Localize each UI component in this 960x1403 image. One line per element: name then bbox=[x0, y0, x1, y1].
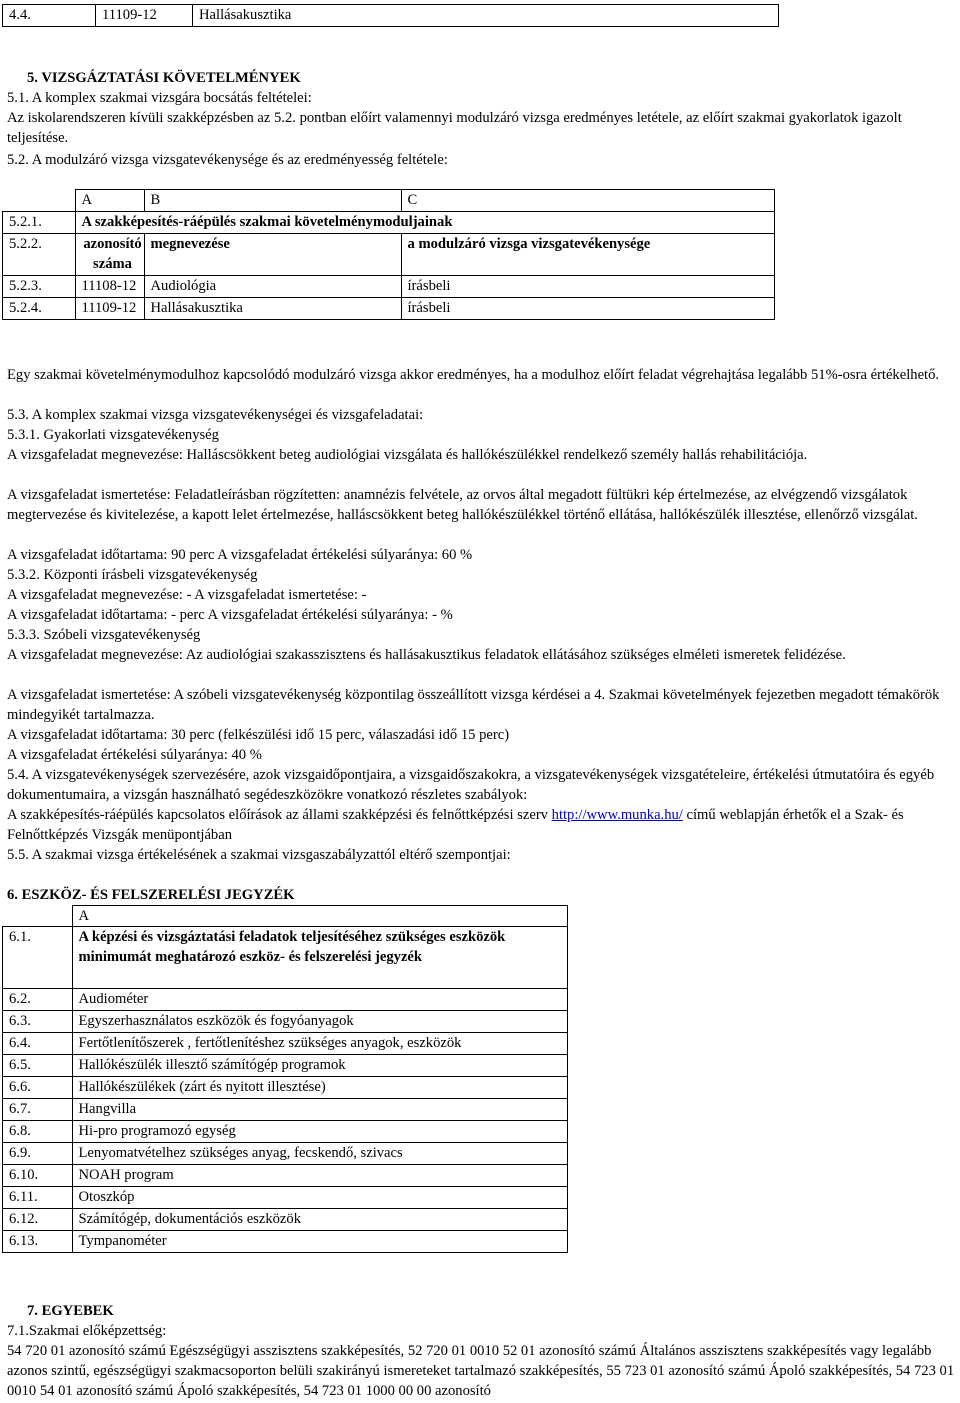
exam-row-num: 5.2.2. bbox=[3, 234, 76, 276]
section-6-title: 6. ESZKÖZ- ÉS FELSZERELÉSI JEGYZÉK bbox=[7, 887, 295, 903]
equipment-col-header: A bbox=[72, 906, 568, 927]
exam-module-code: 11109-12 bbox=[75, 298, 144, 320]
practical-task-name: A vizsgafeladat megnevezése: Halláscsökkent beteg audiológiai vizsgálata és hallókészülékkel rendelkező személy hallás rehabilitációja. bbox=[7, 447, 808, 463]
table-row bbox=[3, 1165, 568, 1187]
section-7-title: 7. EGYEBEK bbox=[27, 1303, 114, 1319]
equipment-num: 6.13. bbox=[3, 1231, 73, 1253]
equipment-num: 6.5. bbox=[3, 1055, 73, 1077]
table-row bbox=[3, 1143, 568, 1165]
munka-website-link[interactable]: http://www.munka.hu/ bbox=[551, 807, 683, 823]
oral-task-weight: A vizsgafeladat értékelési súlyaránya: 40 % bbox=[7, 747, 262, 763]
table-row bbox=[3, 1187, 568, 1209]
exam-module-activity: írásbeli bbox=[401, 298, 775, 320]
top-row-table bbox=[2, 4, 779, 27]
section-5-3-1-heading: 5.3.1. Gyakorlati vizsgatevékenység bbox=[7, 427, 219, 443]
exam-table bbox=[2, 189, 775, 320]
equipment-name: Hangvilla bbox=[72, 1099, 568, 1121]
section-5-3-2-heading: 5.3.2. Központi írásbeli vizsgatevékenység bbox=[7, 567, 258, 583]
written-task-name: A vizsgafeladat megnevezése: - A vizsgafeladat ismertetése: - bbox=[7, 587, 367, 603]
exam-table-header-b: B bbox=[144, 190, 401, 212]
equipment-num: 6.7. bbox=[3, 1099, 73, 1121]
equipment-name: Egyszerhasználatos eszközök és fogyóanyagok bbox=[72, 1011, 568, 1033]
equipment-num: 6.11. bbox=[3, 1187, 73, 1209]
equipment-num: 6.4. bbox=[3, 1033, 73, 1055]
equipment-name: Hallókészülékek (zárt és nyitott illesztése) bbox=[72, 1077, 568, 1099]
equipment-name: NOAH program bbox=[72, 1165, 568, 1187]
section-5-1-text: Az iskolarendszeren kívüli szakképzésben az 5.2. pontban előírt valamennyi modulzáró vizsga eredményes letétele, az előírt szakmai gyakorlatok igazolt teljesítése. bbox=[7, 110, 902, 146]
equipment-name: Hi-pro programozó egység bbox=[72, 1121, 568, 1143]
equipment-name: Otoszkóp bbox=[72, 1187, 568, 1209]
table-row bbox=[3, 298, 775, 320]
exam-col-c-label: a modulzáró vizsga vizsgatevékenysége bbox=[401, 234, 775, 276]
equipment-num: 6.6. bbox=[3, 1077, 73, 1099]
exam-col-a-label: azonosító száma bbox=[75, 234, 144, 276]
exam-table-header-c: C bbox=[401, 190, 775, 212]
exam-col-b-label: megnevezése bbox=[144, 234, 401, 276]
section-7-1-text: 54 720 01 azonosító számú Egészségügyi asszisztens szakképesítés, 52 720 01 0010 52 01 azonosító számú Általános asszisztens szakképesítés vagy legalább azonos szintű, egészségügyi szakmacsoporton belüli szakirányú ismereteket tartalmazó szakképesítés, 55 723 01 azonosító számú Ápoló szakképesítés, 54 723 01 0010 54 01 azonosító számú Ápoló szakképesítés, 54 723 01 1000 00 00 azonosító bbox=[7, 1343, 955, 1399]
section-5-3-heading: 5.3. A komplex szakmai vizsga vizsgatevékenységei és vizsgafeladatai: bbox=[7, 407, 424, 423]
section-5-4-text-b: című weblapján érhetők el a Szak- és Felnőttképzés Vizsgák menüpontjában bbox=[7, 807, 904, 843]
exam-module-name: Hallásakusztika bbox=[144, 298, 401, 320]
table-row bbox=[3, 989, 568, 1011]
equipment-table bbox=[2, 905, 568, 1253]
exam-module-name: Audiológia bbox=[144, 276, 401, 298]
section-5-title: 5. VIZSGÁZTATÁSI KÖVETELMÉNYEK bbox=[27, 70, 301, 86]
equipment-head-text: A képzési és vizsgáztatási feladatok teljesítéséhez szükséges eszközök minimumát meghatározó eszköz- és felszerelési jegyzék bbox=[72, 927, 568, 989]
equipment-name: Lenyomatvételhez szükséges anyag, fecskendő, szivacs bbox=[72, 1143, 568, 1165]
table-row bbox=[3, 1033, 568, 1055]
section-5-4-text-a: A szakképesítés-ráépülés kapcsolatos előírások az állami szakképzési és felnőttképzési szerv bbox=[7, 807, 548, 823]
oral-task-description: A vizsgafeladat ismertetése: A szóbeli vizsgatevékenység központilag összeállított vizsga kérdései a 4. Szakmai követelmények fejezetben megadott témakörök mindegyikét tartalmazza. bbox=[7, 687, 940, 723]
table-row bbox=[3, 1121, 568, 1143]
equipment-name: Hallókészülék illesztő számítógép programok bbox=[72, 1055, 568, 1077]
practical-task-description: A vizsgafeladat ismertetése: Feladatleírásban rögzítetten: anamnézis felvétele, az orvos által megadott fültükri kép értelmezése, az elvégzendő vizsgálatok megtervezése és kivitelezése, a kapott lelet értelmezése, halláscsökkent beteg hallókészülékkel történő ellátása, hallókészülék illesztése, ellenőrző vizsgálat. bbox=[7, 487, 918, 523]
table-row bbox=[3, 1209, 568, 1231]
exam-row-num: 5.2.4. bbox=[3, 298, 76, 320]
equipment-name: Tympanométer bbox=[72, 1231, 568, 1253]
exam-module-activity: írásbeli bbox=[401, 276, 775, 298]
practical-task-time: A vizsgafeladat időtartama: 90 perc A vizsgafeladat értékelési súlyaránya: 60 % bbox=[7, 547, 473, 563]
section-5-3-3-heading: 5.3.3. Szóbeli vizsgatevékenység bbox=[7, 627, 201, 643]
table-row bbox=[3, 1231, 568, 1253]
equipment-num: 6.9. bbox=[3, 1143, 73, 1165]
equipment-num: 6.2. bbox=[3, 989, 73, 1011]
exam-table-header-a: A bbox=[75, 190, 144, 212]
section-5-4-heading: 5.4. A vizsgatevékenységek szervezésére, azok vizsgaidőpontjaira, a vizsgaidőszakokra, a vizsgatevékenységek vizsgatételeire, értékelési útmutatóira és egyéb dokumentumaira, a vizsgán használható segédeszközökre vonatkozó részletes szabályok: bbox=[7, 767, 935, 803]
table-row bbox=[3, 1099, 568, 1121]
top-row-num: 4.4. bbox=[3, 5, 96, 27]
equipment-name: Audiométer bbox=[72, 989, 568, 1011]
table-row bbox=[3, 276, 775, 298]
section-7-1-heading: 7.1.Szakmai előképzettség: bbox=[7, 1323, 167, 1339]
oral-task-name: A vizsgafeladat megnevezése: Az audiológiai szakasszisztens és hallásakusztikus feladatok ellátásához szükséges elméleti ismeretek felidézése. bbox=[7, 647, 846, 663]
section-5-1-heading: 5.1. A komplex szakmai vizsgára bocsátás feltételei: bbox=[7, 90, 312, 106]
table-row bbox=[3, 1011, 568, 1033]
exam-module-code: 11108-12 bbox=[75, 276, 144, 298]
oral-task-time: A vizsgafeladat időtartama: 30 perc (felkészülési idő 15 perc, válaszadási idő 15 perc) bbox=[7, 727, 510, 743]
result-condition-text: Egy szakmai követelménymodulhoz kapcsolódó modulzáró vizsga akkor eredményes, ha a modulhoz előírt feladat végrehajtása legalább 51%-osra értékelhető. bbox=[7, 367, 940, 383]
equipment-num: 6.10. bbox=[3, 1165, 73, 1187]
equipment-name: Fertőtlenítőszerek , fertőtlenítéshez szükséges anyagok, eszközök bbox=[72, 1033, 568, 1055]
table-row bbox=[3, 1055, 568, 1077]
top-row-code: 11109-12 bbox=[96, 5, 193, 27]
written-task-time: A vizsgafeladat időtartama: - perc A vizsgafeladat értékelési súlyaránya: - % bbox=[7, 607, 453, 623]
top-row-name: Hallásakusztika bbox=[193, 5, 779, 27]
equipment-num: 6.12. bbox=[3, 1209, 73, 1231]
exam-row-num: 5.2.1. bbox=[3, 212, 76, 234]
table-row bbox=[3, 1077, 568, 1099]
equipment-num: 6.8. bbox=[3, 1121, 73, 1143]
exam-row-title: A szakképesítés-ráépülés szakmai követelménymoduljainak bbox=[75, 212, 775, 234]
exam-row-num: 5.2.3. bbox=[3, 276, 76, 298]
equipment-num: 6.3. bbox=[3, 1011, 73, 1033]
section-5-5-heading: 5.5. A szakmai vizsga értékelésének a szakmai vizsgaszabályzattól eltérő szempontjai: bbox=[7, 847, 511, 863]
section-5-2-heading: 5.2. A modulzáró vizsga vizsgatevékenysége és az eredményesség feltétele: bbox=[7, 152, 448, 168]
equipment-name: Számítógép, dokumentációs eszközök bbox=[72, 1209, 568, 1231]
section-5-4-text bbox=[7, 805, 957, 845]
equipment-head-num: 6.1. bbox=[3, 927, 73, 989]
